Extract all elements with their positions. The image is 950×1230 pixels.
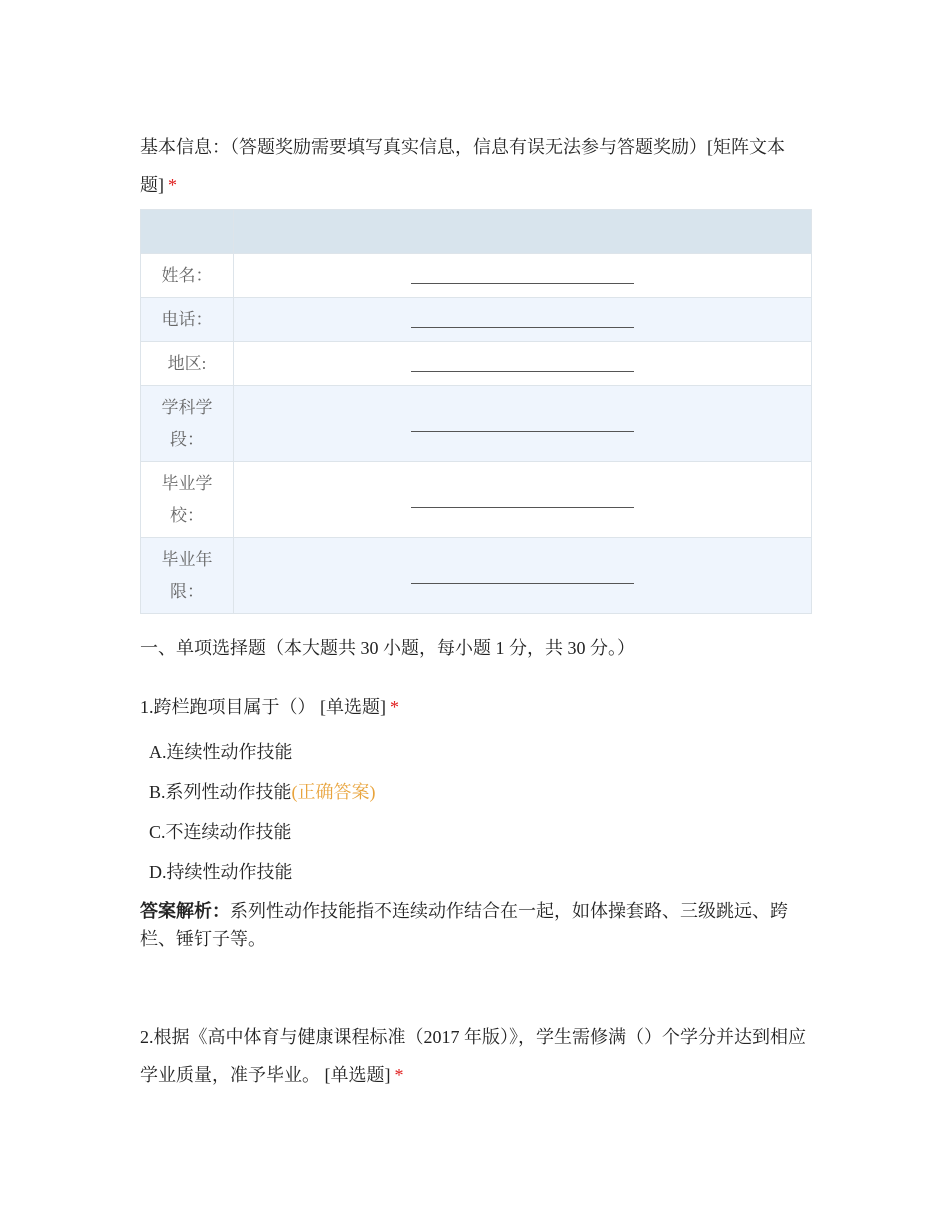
row-label: 学科学段： <box>141 386 234 462</box>
row-label: 姓名： <box>141 254 234 298</box>
matrix-header-row <box>141 210 812 254</box>
school-input-cell[interactable] <box>234 462 812 538</box>
region-blank-line[interactable] <box>411 357 634 372</box>
required-mark: * <box>390 697 399 717</box>
option-d[interactable] <box>149 857 293 887</box>
row-label: 电话： <box>141 298 234 342</box>
correct-answer-tag: (正确答案) <box>291 782 376 802</box>
section-title: 一、单项选择题（本大题共 30 小题，每小题 1 分，共 30 分。） <box>140 638 635 658</box>
region-input-cell[interactable] <box>234 342 812 386</box>
matrix-header-cell <box>141 210 234 254</box>
name-blank-line[interactable] <box>411 269 634 284</box>
option-text: B.系列性动作技能 <box>149 782 292 802</box>
question-1-text: 1.跨栏跑项目属于（） [单选题] <box>140 697 386 717</box>
question-2-text: 2.根据《高中体育与健康课程标准（2017 年版）》，学生需修满（）个学分并达到相应学业质量，准予毕业。 [单选题] <box>140 1027 806 1085</box>
analysis-text: 系列性动作技能指不连续动作结合在一起，如体操套路、三级跳远、跨栏、锤钉子等。 <box>140 901 788 949</box>
option-b[interactable] <box>149 777 376 807</box>
option-c[interactable] <box>149 817 292 847</box>
graduation-year-input-cell[interactable] <box>234 538 812 614</box>
row-label: 毕业年限： <box>141 538 234 614</box>
phone-input-cell[interactable] <box>234 298 812 342</box>
subject-input-cell[interactable] <box>234 386 812 462</box>
question-2-title <box>140 1018 811 1094</box>
matrix-text-table <box>140 209 812 614</box>
matrix-row-region <box>141 342 812 386</box>
option-text: D.持续性动作技能 <box>149 862 293 882</box>
matrix-question-title <box>140 128 811 204</box>
matrix-row-phone <box>141 298 812 342</box>
option-text: C.不连续动作技能 <box>149 822 292 842</box>
row-label: 地区: <box>141 342 234 386</box>
matrix-row-graduation-year <box>141 538 812 614</box>
school-blank-line[interactable] <box>411 493 634 508</box>
row-label: 毕业学校： <box>141 462 234 538</box>
matrix-question-text: 基本信息：（答题奖励需要填写真实信息，信息有误无法参与答题奖励）[矩阵文本题] <box>140 137 785 195</box>
phone-blank-line[interactable] <box>411 313 634 328</box>
question-1-title <box>140 688 811 726</box>
option-a[interactable] <box>149 737 293 767</box>
name-input-cell[interactable] <box>234 254 812 298</box>
matrix-row-school <box>141 462 812 538</box>
analysis-label: 答案解析： <box>140 901 230 921</box>
option-text: A.连续性动作技能 <box>149 742 293 762</box>
matrix-header-cell <box>234 210 812 254</box>
subject-blank-line[interactable] <box>411 417 634 432</box>
required-mark: * <box>394 1065 404 1085</box>
matrix-row-subject <box>141 386 812 462</box>
required-mark: * <box>168 175 177 195</box>
graduation-year-blank-line[interactable] <box>411 569 634 584</box>
answer-analysis <box>140 897 811 953</box>
matrix-row-name <box>141 254 812 298</box>
